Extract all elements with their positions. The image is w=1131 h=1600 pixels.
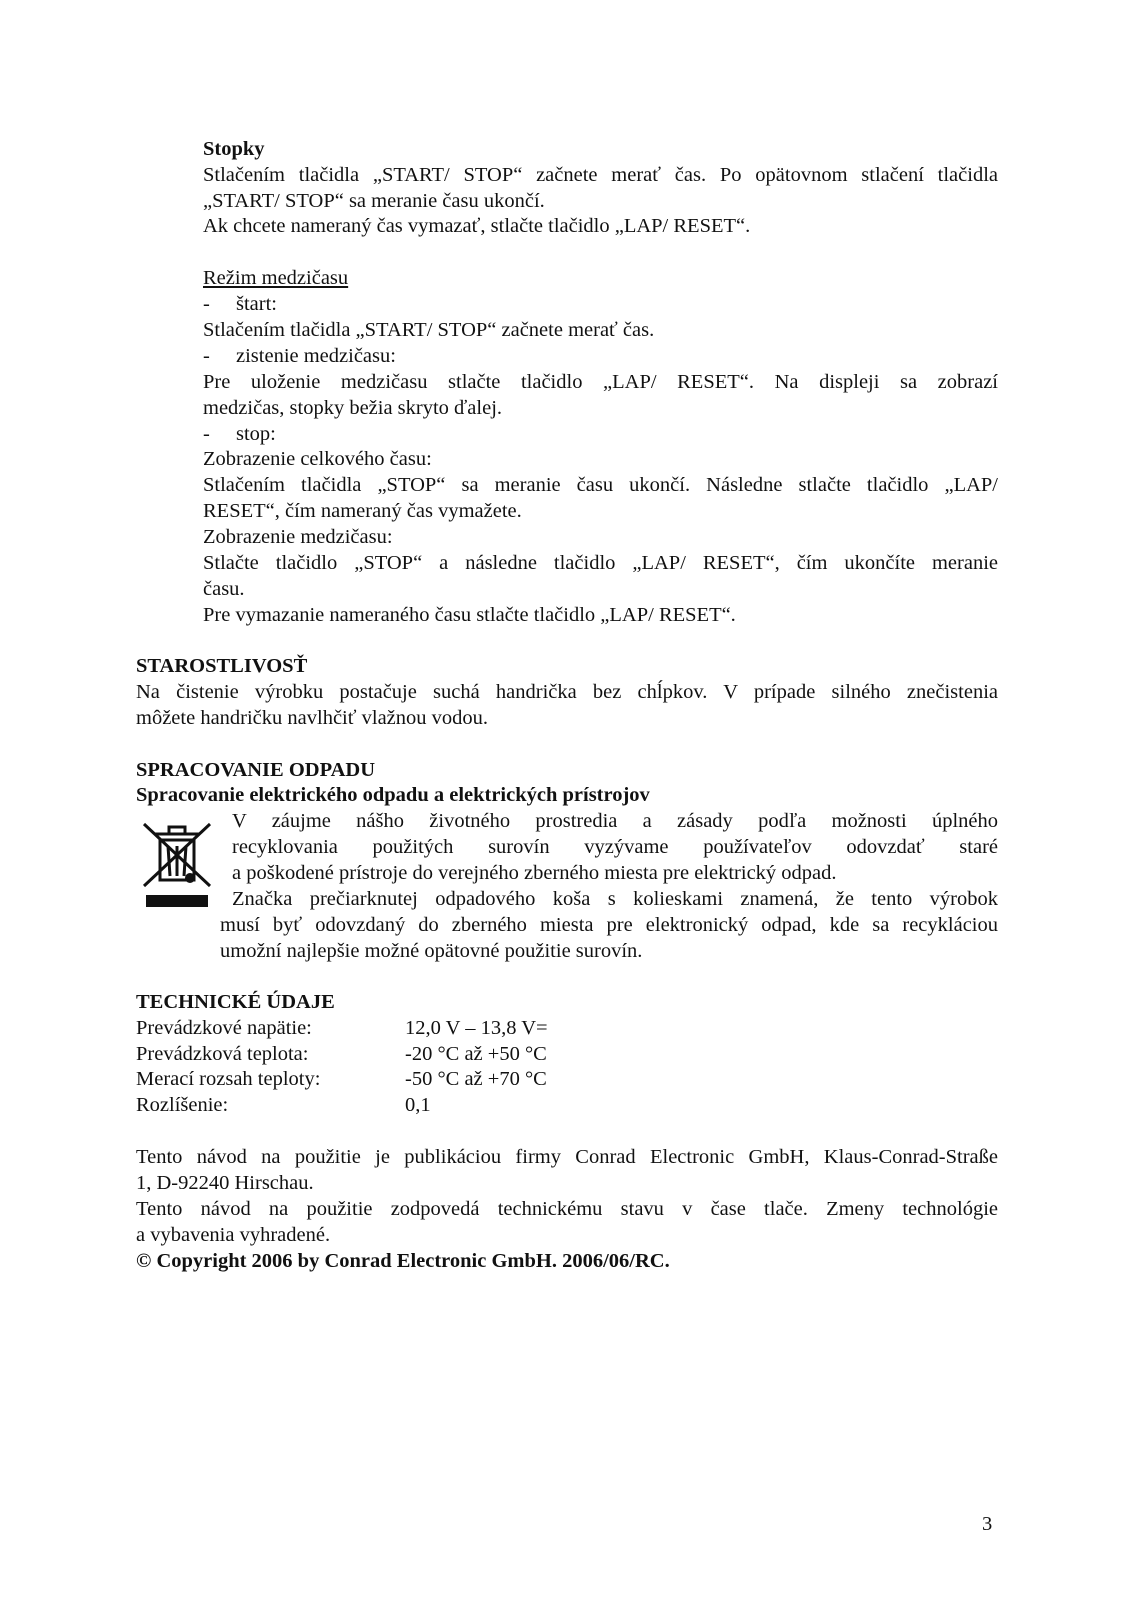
disposal-text-line: musí byť odovzdaný do zberného miesta pre elektronický odpad, kde sa recykláciou [220, 914, 998, 936]
split-heading: Zobrazenie medzičasu: [203, 526, 393, 548]
copyright: © Copyright 2006 by Conrad Electronic GmbH. 2006/06/RC. [136, 1250, 670, 1272]
footer-text-line: a vybavenia vyhradené. [136, 1224, 331, 1246]
list-dash: - [203, 423, 210, 445]
split-text-line: času. [203, 578, 245, 600]
care-text-line: môžete handričku navlhčiť vlažnou vodou. [136, 707, 489, 729]
list-dash: - [203, 293, 210, 315]
tech-row [136, 1066, 998, 1092]
tech-label: Prevádzkové napätie: [136, 1017, 312, 1039]
disposal-text-line: a poškodené prístroje do verejného zberného miesta pre elektrický odpad. [232, 862, 837, 884]
list-dash: - [203, 345, 210, 367]
stopwatch-text-line: Ak chcete nameraný čas vymazať, stlačte tlačidlo „LAP/ RESET“. [203, 215, 751, 237]
tech-label: Merací rozsah teploty: [136, 1068, 321, 1090]
lap-text-line: medzičas, stopky bežia skryto ďalej. [203, 397, 503, 419]
lap-mode-item-lap [203, 343, 396, 369]
split-text-line: Stlačte tlačidlo „STOP“ a následne tlačidlo „LAP/ RESET“, čím ukončíte meranie [203, 552, 998, 574]
disposal-text-line: umožní najlepšie možné opätovné použitie surovín. [220, 940, 643, 962]
lap-mode-item-stop [203, 421, 276, 447]
page-number: 3 [982, 1513, 993, 1535]
footer-text-line: 1, D-92240 Hirschau. [136, 1172, 314, 1194]
tech-row [136, 1092, 998, 1118]
tech-value: 0,1 [405, 1094, 431, 1116]
disposal-text-line: Značka prečiarknutej odpadového koša s kolieskami znamená, že tento výrobok [232, 888, 998, 910]
tech-row [136, 1041, 998, 1067]
tech-label: Rozlíšenie: [136, 1094, 229, 1116]
disposal-subheading: Spracovanie elektrického odpadu a elektrických prístrojov [136, 784, 650, 806]
total-text-line: Stlačením tlačidla „STOP“ sa meranie času ukončí. Následne stlačte tlačidlo „LAP/ [203, 474, 998, 496]
lap-text-line: Pre uloženie medzičasu stlačte tlačidlo „LAP/ RESET“. Na displeji sa zobrazí [203, 371, 998, 393]
clear-text: Pre vymazanie nameraného času stlačte tlačidlo „LAP/ RESET“. [203, 604, 736, 626]
lap-mode-heading: Režim medzičasu [203, 267, 349, 289]
lap-mode-item-start [203, 291, 277, 317]
tech-heading: TECHNICKÉ ÚDAJE [136, 991, 335, 1013]
tech-row [136, 1015, 998, 1041]
total-heading: Zobrazenie celkového času: [203, 448, 432, 470]
disposal-heading: SPRACOVANIE ODPADU [136, 759, 375, 781]
tech-label: Prevádzková teplota: [136, 1043, 309, 1065]
tech-value: 12,0 V – 13,8 V= [405, 1017, 548, 1039]
care-text-line: Na čistenie výrobku postačuje suchá handrička bez chĺpkov. V prípade silného znečistenia [136, 681, 998, 703]
stop-label: stop: [236, 423, 276, 445]
care-heading: STAROSTLIVOSŤ [136, 655, 308, 677]
footer-text-line: Tento návod na použitie je publikáciou firmy Conrad Electronic GmbH, Klaus-Conrad-Straße [136, 1146, 998, 1168]
crossed-out-wheelie-bin-icon [138, 820, 216, 910]
disposal-text-line: recyklovania použitých surovín vyzývame používateľov odovzdať staré [232, 836, 998, 858]
tech-value: -20 °C až +50 °C [405, 1043, 547, 1065]
start-text: Stlačením tlačidla „START/ STOP“ začnete merať čas. [203, 319, 655, 341]
stopwatch-text-line: „START/ STOP“ sa meranie času ukončí. [203, 190, 545, 212]
lap-label: zistenie medzičasu: [236, 345, 396, 367]
disposal-text-line: V záujme nášho životného prostredia a zásady podľa možnosti úplného [232, 810, 998, 832]
footer-text-line: Tento návod na použitie zodpovedá technickému stavu v čase tlače. Zmeny technológie [136, 1198, 998, 1220]
stopwatch-text-line: Stlačením tlačidla „START/ STOP“ začnete merať čas. Po opätovnom stlačení tlačidla [203, 164, 998, 186]
tech-value: -50 °C až +70 °C [405, 1068, 547, 1090]
stopwatch-heading: Stopky [203, 138, 265, 160]
start-label: štart: [236, 293, 277, 315]
total-text-line: RESET“, čím nameraný čas vymažete. [203, 500, 522, 522]
